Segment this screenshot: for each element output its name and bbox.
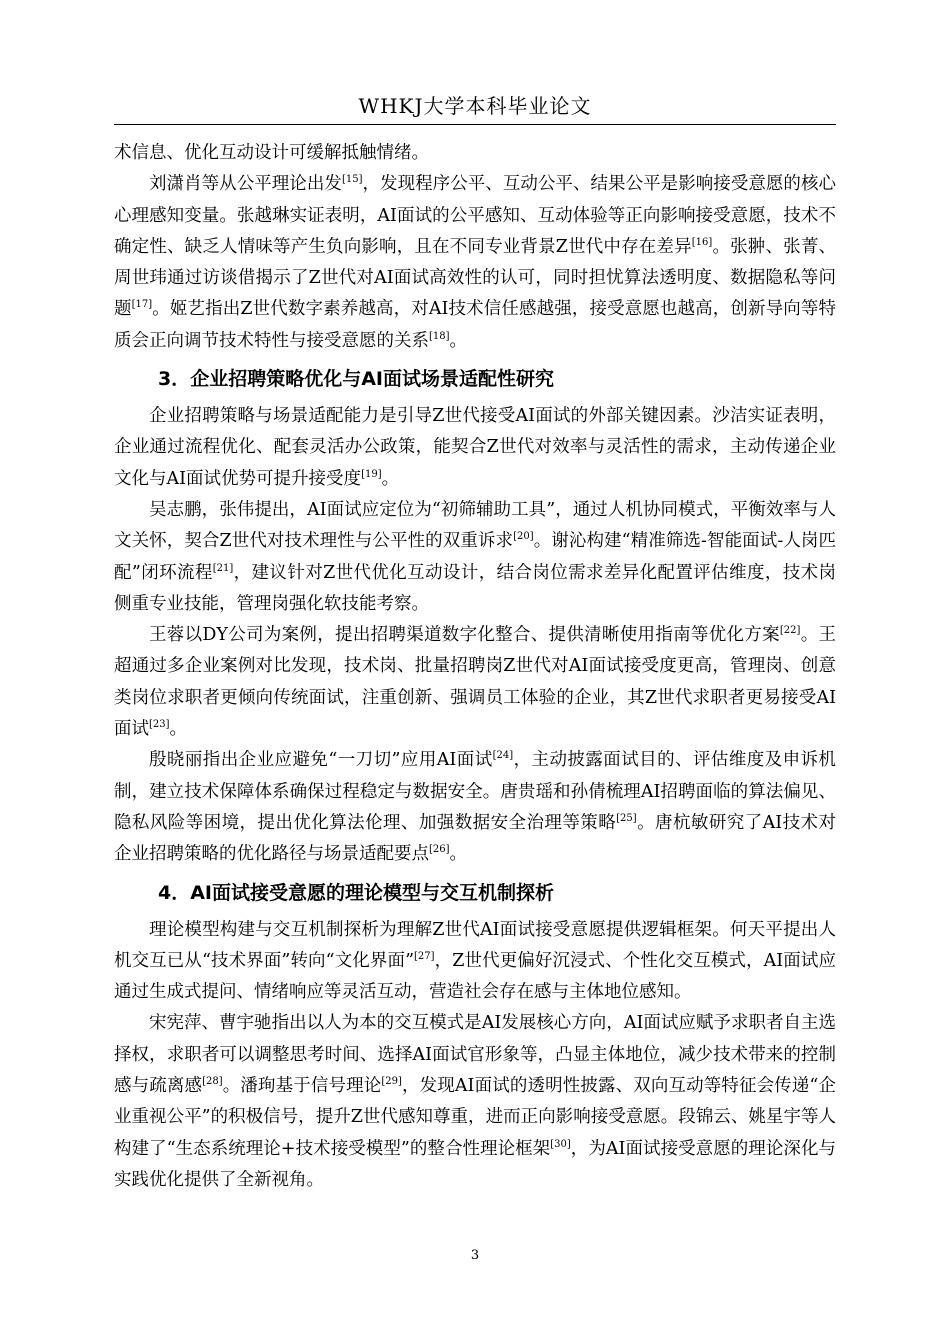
document-body <box>114 138 836 1196</box>
header-rule <box>114 124 836 125</box>
citation: [16] <box>691 236 713 248</box>
citation: [15] <box>341 174 363 186</box>
section-heading: 3．企业招聘策略优化与AI面试场景适配性研究 <box>158 368 554 391</box>
paragraph: 吴志鹏，张伟提出，AI面试应定位为“初筛辅助工具”，通过人机协同模式，平衡效率与人文关怀，契合Z世代对技术理性与公平性的双重诉求[20]。谢沁构建“精准筛选-智能面试-人岗匹配”闭环流程[21]，建议针对Z世代优化互动设计，结合岗位需求差异化配置评估维度，技术岗侧重专业技能，管理岗强化软技能考察。 <box>114 499 836 614</box>
paragraph: 刘潇肖等从公平理论出发[15]，发现程序公平、互动公平、结果公平是影响接受意愿的核心心理感知变量。张越琳实证表明，AI面试的公平感知、互动体验等正向影响接受意愿，技术不确定性、缺乏人情味等产生负向影响，且在不同专业背景Z世代中存在差异[16]。张翀、张菁、周世玮通过访谈借揭示了Z世代对AI面试高效性的认可，同时担忧算法透明度、数据隐私等问题[17]。姬艺指出Z世代数字素养越高，对AI技术信任感越强，接受意愿也越高，创新导向等特质会正向调节技术特性与接受意愿的关系[18]。 <box>114 174 837 351</box>
citation: [26] <box>429 844 450 856</box>
citation: [23] <box>149 719 170 731</box>
paragraph: 理论模型构建与交互机制探析为理解Z世代AI面试接受意愿提供逻辑框架。何天平提出人机交互已从“技术界面”转向“文化界面”[27]，Z世代更偏好沉浸式、个性化交互模式，AI面试应通过生成式提问、情绪响应等灵活互动，营造社会存在感与主体地位感知。 <box>114 919 836 1003</box>
citation: [18] <box>429 330 450 342</box>
paragraph: 企业招聘策略与场景适配能力是引导Z世代接受AI面试的外部关键因素。沙洁实证表明，企业通过流程优化、配套灵活办公政策，能契合Z世代对效率与灵活性的需求，主动传递企业文化与AI面试优势可提升接受度[19]。 <box>114 406 836 489</box>
page-number: 3 <box>470 1248 480 1263</box>
citation: [30] <box>550 1138 571 1150</box>
paragraph: 王蓉以DY公司为案例，提出招聘渠道数字化整合、提供清晰使用指南等优化方案[22]。王超通过多企业案例对比发现，技术岗、批量招聘岗Z世代对AI面试接受度更高，管理岗、创意类岗位求职者更倾向传统面试，注重创新、强调员工体验的企业，其Z世代求职者更易接受AI面试[23]。 <box>114 625 836 740</box>
section-heading: 4．AI面试接受意愿的理论模型与交互机制探析 <box>158 881 554 904</box>
citation: [19] <box>361 468 382 480</box>
citation: [29] <box>381 1076 402 1088</box>
paragraph: 殷晓丽指出企业应避免“一刀切”应用AI面试[24]，主动披露面试目的、评估维度及申诉机制，建立技术保障体系确保过程稳定与数据安全。唐贵瑶和孙倩梳理AI招聘面临的算法偏见、隐私风险等困境，提出优化算法伦理、加强数据安全治理等策略[25]。唐杭敏研究了AI技术对企业招聘策略的优化路径与场景适配要点[26]。 <box>114 750 836 865</box>
citation: [17] <box>131 299 153 311</box>
citation: [20] <box>513 531 534 543</box>
page-header: WHKJ大学本科毕业论文 <box>358 94 592 118</box>
paragraph: 宋宪萍、曹宇驰指出以人为本的交互模式是AI发展核心方向，AI面试应赋予求职者自主选择权，求职者可以调整思考时间、选择AI面试官形象等，凸显主体地位，减少技术带来的控制感与疏离感[28]。潘珣基于信号理论[29]，发现AI面试的透明性披露、双向互动等特征会传递“企业重视公平”的积极信号，提升Z世代感知尊重，进而正向影响接受意愿。段锦云、姚星宇等人构建了“生态系统理论+技术接受模型”的整合性理论框架[30]，为AI面试接受意愿的理论深化与实践优化提供了全新视角。 <box>114 1013 837 1190</box>
paragraph: 术信息、优化互动设计可缓解抵触情绪。 <box>114 143 429 163</box>
citation: [21] <box>212 562 234 574</box>
citation: [24] <box>492 750 514 762</box>
citation: [22] <box>779 625 801 637</box>
citation: [25] <box>616 812 637 824</box>
citation: [27] <box>414 950 435 962</box>
citation: [28] <box>202 1076 223 1088</box>
